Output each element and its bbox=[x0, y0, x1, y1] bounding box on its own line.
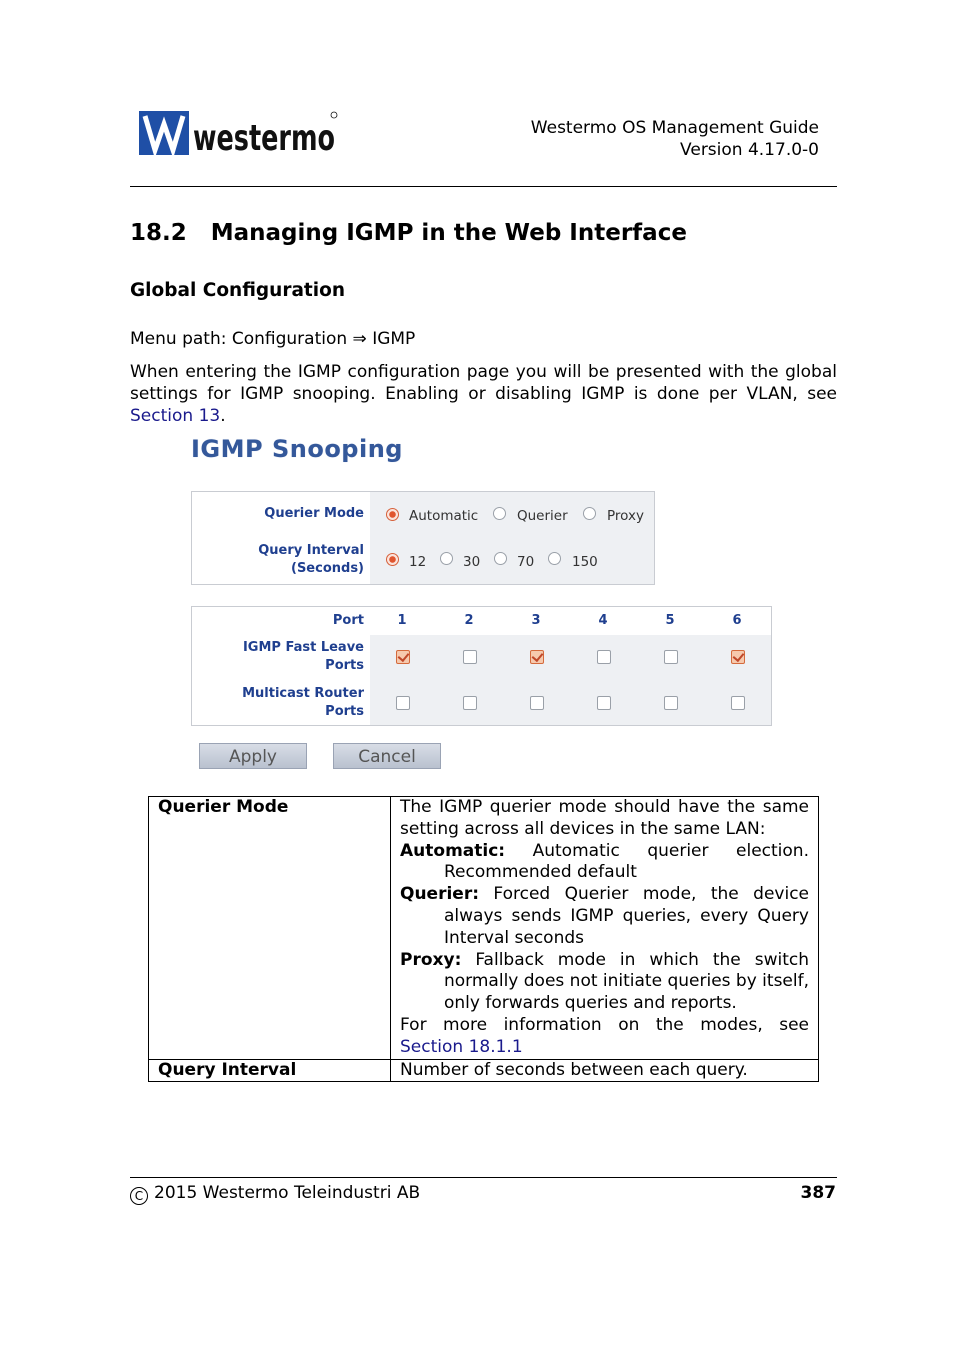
port-number: 6 bbox=[732, 613, 742, 628]
document-header bbox=[531, 117, 819, 161]
query-interval-label-line2: (Seconds) bbox=[291, 561, 364, 576]
subsection-heading: Global Configuration bbox=[130, 280, 345, 301]
param-desc-query-interval: Number of seconds between each query. bbox=[391, 1059, 819, 1082]
proxy-desc: Fallback mode in which the switch normally does not initiate queries by itself, only forwards queries and reports. bbox=[444, 949, 809, 1014]
multicast-router-checkbox-port-6[interactable] bbox=[731, 696, 745, 710]
querier-option-automatic: Automatic bbox=[409, 508, 479, 524]
multicast-router-label bbox=[212, 685, 364, 721]
multicast-router-checkbox-port-3[interactable] bbox=[530, 696, 544, 710]
port-number: 2 bbox=[464, 613, 474, 628]
table-row bbox=[149, 1059, 819, 1082]
guide-title: Westermo OS Management Guide bbox=[530, 118, 819, 138]
interval-option-150: 150 bbox=[572, 554, 598, 570]
fast-leave-checkbox-port-3[interactable] bbox=[530, 650, 544, 664]
fast-leave-checkbox-port-2[interactable] bbox=[463, 650, 477, 664]
interval-option-30: 30 bbox=[463, 554, 481, 570]
apply-button[interactable]: Apply bbox=[199, 743, 307, 769]
section-13-link[interactable]: Section 13 bbox=[130, 406, 221, 426]
fast-leave-label-line2: Ports bbox=[325, 658, 364, 673]
interval-150-radio[interactable] bbox=[548, 552, 561, 565]
intro-paragraph bbox=[130, 361, 837, 427]
fast-leave-checkbox-port-5[interactable] bbox=[664, 650, 678, 664]
footer-divider bbox=[130, 1177, 837, 1178]
guide-version: Version 4.17.0-0 bbox=[680, 140, 819, 160]
query-interval-label-line1: Query Interval bbox=[258, 543, 364, 558]
table-row bbox=[149, 797, 819, 1060]
section-title: Managing IGMP in the Web Interface bbox=[210, 220, 687, 246]
querier-definition bbox=[400, 884, 809, 949]
more-info bbox=[400, 1015, 809, 1059]
port-number: 4 bbox=[598, 613, 608, 628]
header-divider bbox=[130, 186, 837, 187]
cancel-button[interactable]: Cancel bbox=[333, 743, 441, 769]
menu-path: Menu path: Configuration ⇒ IGMP bbox=[130, 329, 416, 349]
querier-settings-panel bbox=[191, 491, 655, 585]
interval-70-radio[interactable] bbox=[494, 552, 507, 565]
param-name-querier-mode: Querier Mode bbox=[149, 797, 391, 1060]
multicast-router-checkbox-port-1[interactable] bbox=[396, 696, 410, 710]
multicast-router-checkbox-port-2[interactable] bbox=[463, 696, 477, 710]
more-info-text: For more information on the modes, see bbox=[400, 1014, 809, 1035]
querier-desc: Forced Querier mode, the device always sends IGMP queries, every Query Interval seconds bbox=[444, 884, 809, 948]
fast-leave-checkbox-port-6[interactable] bbox=[731, 650, 745, 664]
interval-30-radio[interactable] bbox=[440, 552, 453, 565]
page-number: 387 bbox=[800, 1183, 836, 1203]
multicast-router-checkbox-port-4[interactable] bbox=[597, 696, 611, 710]
logo-text: westermo bbox=[193, 118, 335, 159]
multicast-router-label-line1: Multicast Router bbox=[242, 686, 364, 701]
fast-leave-checkbox-port-4[interactable] bbox=[597, 650, 611, 664]
interval-option-70: 70 bbox=[517, 554, 535, 570]
section-18-1-1-link[interactable]: Section 18.1.1 bbox=[400, 1036, 523, 1057]
multicast-router-checkbox-port-5[interactable] bbox=[664, 696, 678, 710]
copyright-icon: C bbox=[130, 1187, 148, 1205]
automatic-desc: Automatic querier election. Recommended default bbox=[444, 840, 809, 883]
querier-option-querier: Querier bbox=[517, 508, 568, 524]
querier-mode-intro: The IGMP querier mode should have the same setting across all devices in the same LAN: bbox=[400, 797, 809, 839]
section-number: 18.2 bbox=[130, 220, 187, 246]
interval-option-12: 12 bbox=[409, 554, 427, 570]
querier-term: Querier: bbox=[400, 884, 480, 905]
fast-leave-checkbox-port-1[interactable] bbox=[396, 650, 410, 664]
copyright-text: 2015 Westermo Teleindustri AB bbox=[154, 1183, 421, 1203]
parameter-table bbox=[148, 796, 819, 1082]
querier-querier-radio[interactable] bbox=[493, 507, 506, 520]
automatic-term: Automatic: bbox=[400, 840, 506, 861]
intro-text: When entering the IGMP configuration page you will be presented with the global settings for IGMP snooping. Enabling or disabling IGMP is done per VLAN, see bbox=[130, 362, 837, 404]
fast-leave-label bbox=[212, 639, 364, 675]
querier-proxy-radio[interactable] bbox=[583, 507, 596, 520]
intro-end: . bbox=[220, 406, 226, 426]
westermo-logo bbox=[139, 110, 339, 158]
port-number: 1 bbox=[397, 613, 407, 628]
proxy-term: Proxy: bbox=[400, 949, 462, 970]
proxy-definition bbox=[400, 950, 809, 1015]
port-number: 5 bbox=[665, 613, 675, 628]
port-number: 3 bbox=[531, 613, 541, 628]
querier-automatic-radio[interactable] bbox=[386, 508, 399, 521]
port-header-label: Port bbox=[332, 613, 364, 628]
param-desc-querier-mode bbox=[391, 797, 819, 1060]
fast-leave-label-line1: IGMP Fast Leave bbox=[242, 640, 364, 655]
querier-option-proxy: Proxy bbox=[607, 508, 644, 524]
footer-copyright bbox=[130, 1183, 420, 1205]
port-settings-panel bbox=[191, 606, 772, 726]
param-name-query-interval: Query Interval bbox=[149, 1059, 391, 1082]
query-interval-label bbox=[232, 542, 364, 578]
querier-mode-label: Querier Mode bbox=[264, 506, 364, 521]
section-heading bbox=[130, 220, 687, 246]
igmp-snooping-title: IGMP Snooping bbox=[191, 435, 403, 463]
interval-12-radio[interactable] bbox=[386, 553, 399, 566]
multicast-router-label-line2: Ports bbox=[325, 704, 364, 719]
automatic-definition bbox=[400, 841, 809, 885]
